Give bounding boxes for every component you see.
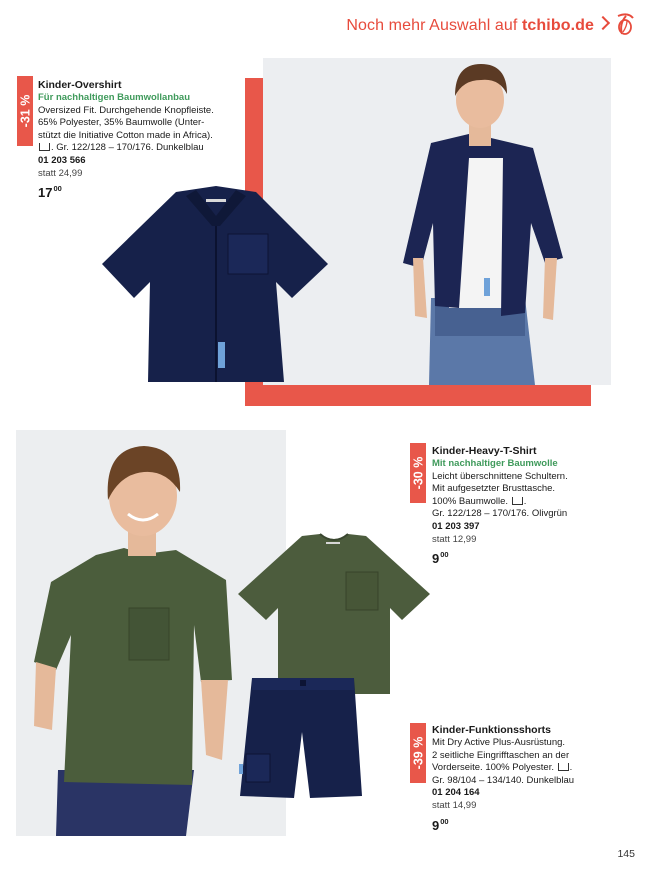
article-number: 01 203 397 [432,520,480,532]
header-text: Noch mehr Auswahl auf [346,17,522,34]
price: $9^{00}$ [432,550,449,567]
old-price: statt 24,99 [38,167,83,179]
product-name: Kinder-Heavy-T-Shirt [432,445,537,457]
product-desc-line: 65% Polyester, 35% Baumwolle (Unter- [38,117,205,129]
discount-badge: -39 % [410,723,426,783]
product-desc-line: Vorderseite. 100% Polyester. [432,762,554,774]
old-price: statt 12,99 [432,533,477,545]
wash-care-icon [512,497,523,505]
product-name: Kinder-Overshirt [38,79,122,91]
header-link[interactable] [346,17,608,35]
product-desc-line: Oversized Fit. Durchgehende Knopfleiste. [38,104,214,116]
overshirt-product-image [100,186,332,386]
chevron-right-icon [596,16,610,30]
product-info-shorts: Kinder-Funktionsshorts Mit Dry Active Plus-Ausrüstung. 2 seitliche Eingrifftaschen an der Vorderseite. 100% Polyester. . Gr. 98/104 – 134/140. Dunkelblau 01 204 164 statt 14,99 $9^{00}$ [432,724,632,832]
tshirt-product-image [236,532,432,698]
product-desc-line: stützt die Initiative Cotton made in Africa). [38,129,213,141]
article-number: 01 204 164 [432,787,480,799]
discount-badge: -30 % [410,443,426,503]
product-desc-line: Gr. 98/104 – 134/140. Dunkelblau [432,774,575,786]
discount-badge: -31 % [17,76,33,146]
tchibo-coffee-bean-logo-icon [612,12,636,38]
article-number: 01 203 566 [38,154,86,166]
shorts-product-image [236,676,368,802]
product-desc-line: . Gr. 122/128 – 170/176. Dunkelblau [51,142,204,154]
product-desc-line: Mit aufgesetzter Brusttasche. [432,483,556,495]
header-brand: tchibo.de [521,17,594,34]
product-subtitle: Für nachhaltigen Baumwollanbau [38,92,191,103]
wash-care-icon [39,143,50,151]
price: $17^{00}$ [38,184,62,201]
product-name: Kinder-Funktionsshorts [432,724,552,736]
old-price: statt 14,99 [432,799,477,811]
page-number: 145 [617,848,635,860]
product-desc-line: Gr. 122/128 – 170/176. Olivgrün [432,508,568,520]
product-desc-line: Mit Dry Active Plus-Ausrüstung. [432,737,566,748]
product-info-tshirt: Kinder-Heavy-T-Shirt Mit nachhaltiger Baumwolle Leicht überschnittene Schultern. Mit aufgesetzter Brusttasche. 100% Baumwolle. . Gr. 122/128 – 170/176. Olivgrün 01 203 397 statt 12,99 $9^{00}$ [432,445,632,566]
wash-care-icon [558,763,569,771]
price: $9^{00}$ [432,816,449,833]
product-desc-line: 2 seitliche Eingrifftaschen an der [432,749,570,761]
product-info-overshirt [38,79,248,200]
product-subtitle: Mit nachhaltiger Baumwolle [432,458,558,469]
product-desc-line: Leicht überschnittene Schultern. [432,470,568,482]
product-desc-line: 100% Baumwolle. [432,495,509,507]
